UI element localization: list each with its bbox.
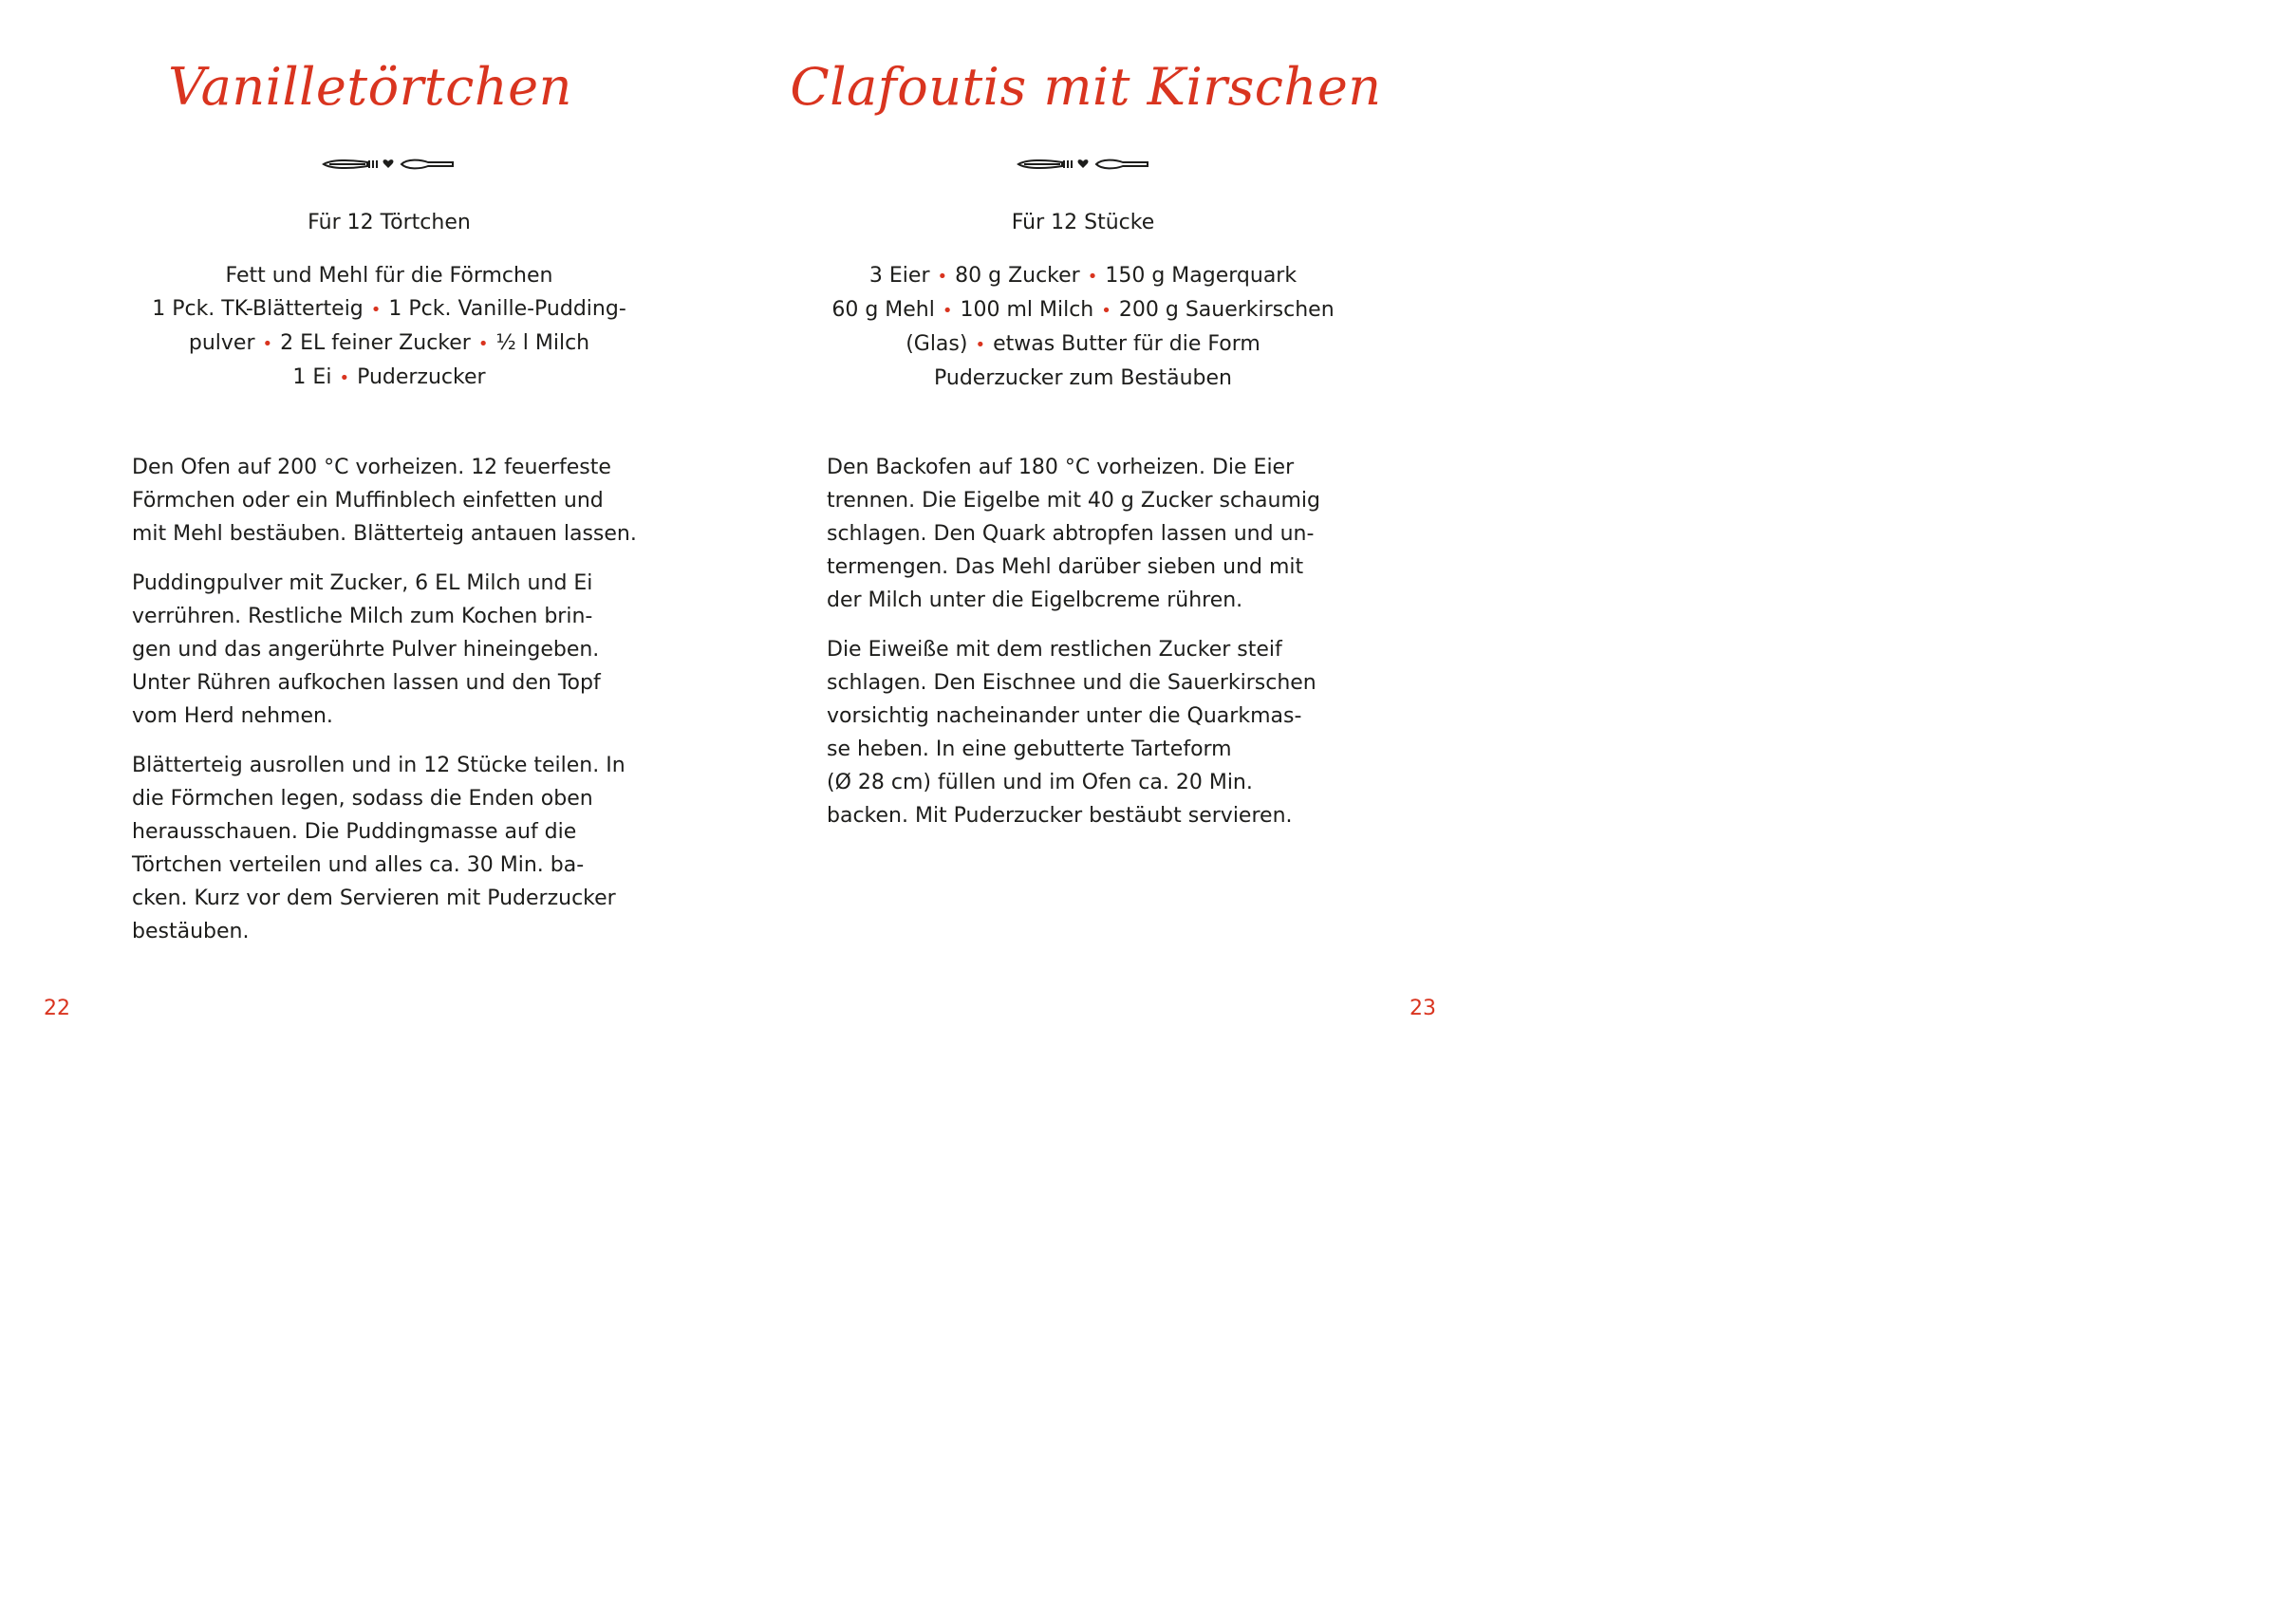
servings: Für 12 Törtchen xyxy=(308,211,471,234)
text-line: termengen. Das Mehl darüber sieben und mit xyxy=(827,555,1304,579)
servings: Für 12 Stücke xyxy=(1011,211,1155,234)
text-line: Den Backofen auf 180 °C vorheizen. Die Eier xyxy=(827,456,1295,479)
text-line: herausschauen. Die Puddingmasse auf die xyxy=(132,820,577,844)
ingredient: 150 g Magerquark xyxy=(1105,264,1298,288)
ingredient: 60 g Mehl xyxy=(831,298,935,322)
bullet-dot-icon: • xyxy=(937,267,948,287)
text-line: cken. Kurz vor dem Servieren mit Puderzucker xyxy=(132,887,616,910)
instruction-paragraph xyxy=(132,749,663,948)
text-line: der Milch unter die Eigelbcreme rühren. xyxy=(827,588,1243,612)
bullet-dot-icon: • xyxy=(262,334,273,354)
page-number: 22 xyxy=(44,997,70,1020)
ingredient-line xyxy=(796,362,1370,395)
text-line: bestäuben. xyxy=(132,920,250,943)
text-line: Unter Rühren aufkochen lassen und den Topf xyxy=(132,671,601,695)
instructions xyxy=(827,451,1358,849)
text-line: vom Herd nehmen. xyxy=(132,704,333,728)
right-page xyxy=(735,0,1469,1048)
text-line: mit Mehl bestäuben. Blätterteig antauen lassen. xyxy=(132,522,637,546)
ingredient-line xyxy=(104,361,674,395)
text-line: trennen. Die Eigelbe mit 40 g Zucker schaumig xyxy=(827,489,1320,513)
text-line: (Ø 28 cm) füllen und im Ofen ca. 20 Min. xyxy=(827,771,1253,794)
ingredient: 1 Ei xyxy=(292,365,332,389)
text-line: die Förmchen legen, sodass die Enden oben xyxy=(132,787,593,811)
instruction-paragraph xyxy=(132,451,663,551)
instruction-paragraph xyxy=(132,567,663,733)
ingredient: 200 g Sauerkirschen xyxy=(1118,298,1335,322)
ingredient: Puderzucker xyxy=(357,365,486,389)
text-line: Puddingpulver mit Zucker, 6 EL Milch und Ei xyxy=(132,571,593,595)
bullet-dot-icon: • xyxy=(1087,267,1098,287)
knife-heart-fork-divider-icon xyxy=(1017,154,1149,175)
text-line: backen. Mit Puderzucker bestäubt servieren. xyxy=(827,804,1293,828)
ingredient-line xyxy=(796,327,1370,362)
text-line: Törtchen verteilen und alles ca. 30 Min. ba- xyxy=(132,853,585,877)
left-page xyxy=(0,0,735,1048)
ingredient: 3 Eier xyxy=(868,264,930,288)
knife-heart-fork-divider-icon xyxy=(322,154,455,175)
bullet-dot-icon: • xyxy=(942,301,953,321)
ingredient: etwas Butter für die Form xyxy=(993,332,1260,356)
ingredient: 2 EL feiner Zucker xyxy=(280,331,471,355)
instruction-paragraph xyxy=(827,451,1358,617)
ingredient: ½ l Milch xyxy=(495,331,590,355)
bullet-dot-icon: • xyxy=(1101,301,1111,321)
ingredient-list xyxy=(104,259,674,395)
text-line: Den Ofen auf 200 °C vorheizen. 12 feuerfeste xyxy=(132,456,611,479)
ingredient-line xyxy=(104,259,674,292)
ingredient-line xyxy=(104,327,674,361)
bullet-dot-icon: • xyxy=(975,335,986,355)
ingredient-line xyxy=(104,292,674,327)
text-line: schlagen. Den Quark abtropfen lassen und un- xyxy=(827,522,1315,546)
bullet-dot-icon: • xyxy=(477,334,489,354)
ingredient-line xyxy=(796,293,1370,327)
ingredient: 1 Pck. TK-Blätterteig xyxy=(152,297,364,321)
recipe-title: Clafoutis mit Kirschen xyxy=(790,57,1382,117)
text-line: Die Eiweiße mit dem restlichen Zucker steif xyxy=(827,638,1282,662)
ingredient: pulver xyxy=(188,331,255,355)
instruction-paragraph xyxy=(827,633,1358,832)
text-line: verrühren. Restliche Milch zum Kochen brin- xyxy=(132,605,593,628)
ingredient: 100 ml Milch xyxy=(960,298,1094,322)
text-line: gen und das angerührte Pulver hineingeben. xyxy=(132,638,600,662)
ingredient: (Glas) xyxy=(906,332,968,356)
ingredient: Puderzucker zum Bestäuben xyxy=(934,366,1232,390)
text-line: Förmchen oder ein Muffinblech einfetten und xyxy=(132,489,604,513)
ingredient-list xyxy=(796,259,1370,395)
ingredient: Fett und Mehl für die Förmchen xyxy=(225,264,553,288)
text-line: se heben. In eine gebutterte Tarteform xyxy=(827,737,1232,761)
ingredient: 80 g Zucker xyxy=(955,264,1080,288)
ingredient: 1 Pck. Vanille-Pudding- xyxy=(388,297,626,321)
text-line: schlagen. Den Eischnee und die Sauerkirschen xyxy=(827,671,1316,695)
page-number: 23 xyxy=(1410,997,1436,1020)
recipe-title: Vanilletörtchen xyxy=(168,57,572,117)
instructions xyxy=(132,451,663,964)
ingredient-line xyxy=(796,259,1370,293)
bullet-dot-icon: • xyxy=(370,300,382,320)
text-line: Blätterteig ausrollen und in 12 Stücke teilen. In xyxy=(132,754,626,777)
text-line: vorsichtig nacheinander unter die Quarkmas- xyxy=(827,704,1302,728)
bullet-dot-icon: • xyxy=(339,368,350,388)
